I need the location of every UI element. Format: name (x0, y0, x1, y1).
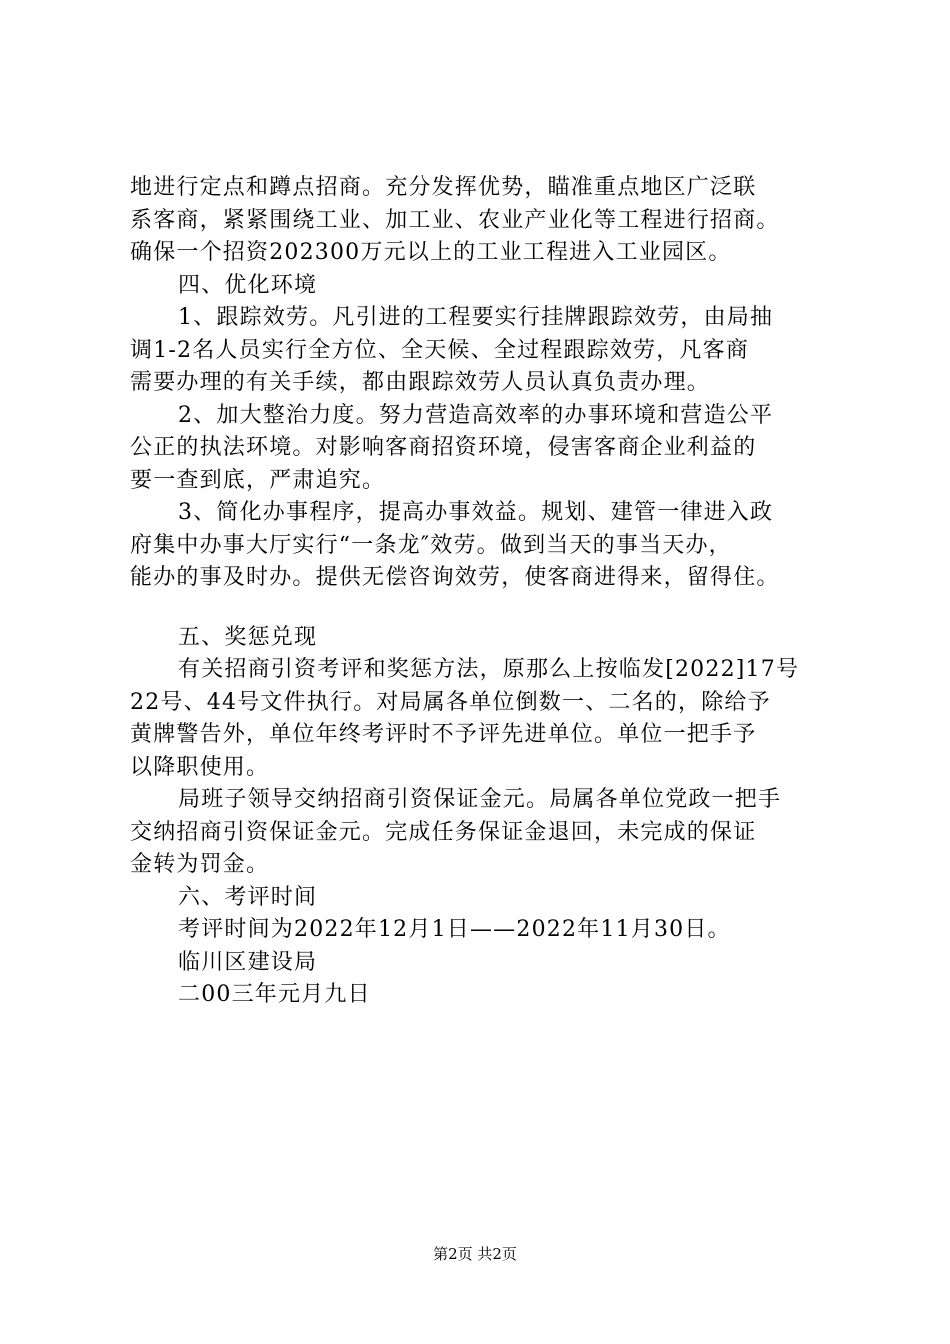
text-line: 能办的事及时办。提供无偿咨询效劳，使客商进得来，留得住。 (130, 565, 780, 590)
text-line: 需要办理的有关手续，都由跟踪效劳人员认真负责办理。 (130, 370, 711, 395)
text-line: 地进行定点和蹲点招商。充分发挥优势，瞄准重点地区广泛联 (130, 175, 757, 200)
text-line: 调1-2名人员实行全方位、全天候、全过程跟踪效劳，凡客商 (130, 337, 750, 363)
text-line: 府集中办事大厅实行“一条龙″效劳。做到当天的事当天办， (130, 532, 732, 558)
text-line: 六、考评时间 (178, 884, 318, 910)
text-line: 局班子领导交纳招商引资保证金元。局属各单位党政一把手 (178, 787, 782, 812)
text-line: 二00三年元月九日 (178, 982, 371, 1007)
text-line: 以降职使用。 (130, 754, 270, 780)
text-line: 交纳招商引资保证金元。完成任务保证金退回，未完成的保证 (130, 819, 757, 845)
text-line: 考评时间为2022年12月1日——2022年11月30日。 (178, 917, 731, 942)
text-line: 要一查到底，严肃追究。 (130, 467, 386, 493)
text-line: 1、跟踪效劳。凡引进的工程要实行挂牌跟踪效劳，由局抽 (178, 305, 774, 330)
text-line: 3、简化办事程序，提高办事效益。规划、建管一律进入政 (178, 500, 774, 525)
text-line: 有关招商引资考评和奖惩方法，原那么上按临发[2022]17号 (178, 657, 800, 682)
text-line: 2、加大整治力度。努力营造高效率的办事环境和营造公平 (178, 402, 774, 428)
document-body (130, 172, 860, 1012)
text-line: 确保一个招资202300万元以上的工业工程进入工业园区。 (130, 240, 732, 265)
text-line: 公正的执法环境。对影响客商招资环境，侵害客商企业利益的 (130, 435, 757, 460)
text-line: 临川区建设局 (178, 949, 318, 975)
text-line: 金转为罚金。 (130, 852, 270, 877)
text-line: 22号、44号文件执行。对局属各单位倒数一、二名的，除给予 (130, 689, 771, 715)
text-line: 五、奖惩兑现 (178, 624, 318, 650)
text-line: 黄牌警告外，单位年终考评时不予评先进单位。单位一把手予 (130, 722, 757, 747)
text-line: 四、优化环境 (178, 272, 318, 298)
paragraph-gap (130, 595, 860, 622)
text-line: 系客商，紧紧围绕工业、加工业、农业产业化等工程进行招商。 (130, 207, 780, 233)
page-footer: 第2页 共2页 (433, 1245, 517, 1263)
